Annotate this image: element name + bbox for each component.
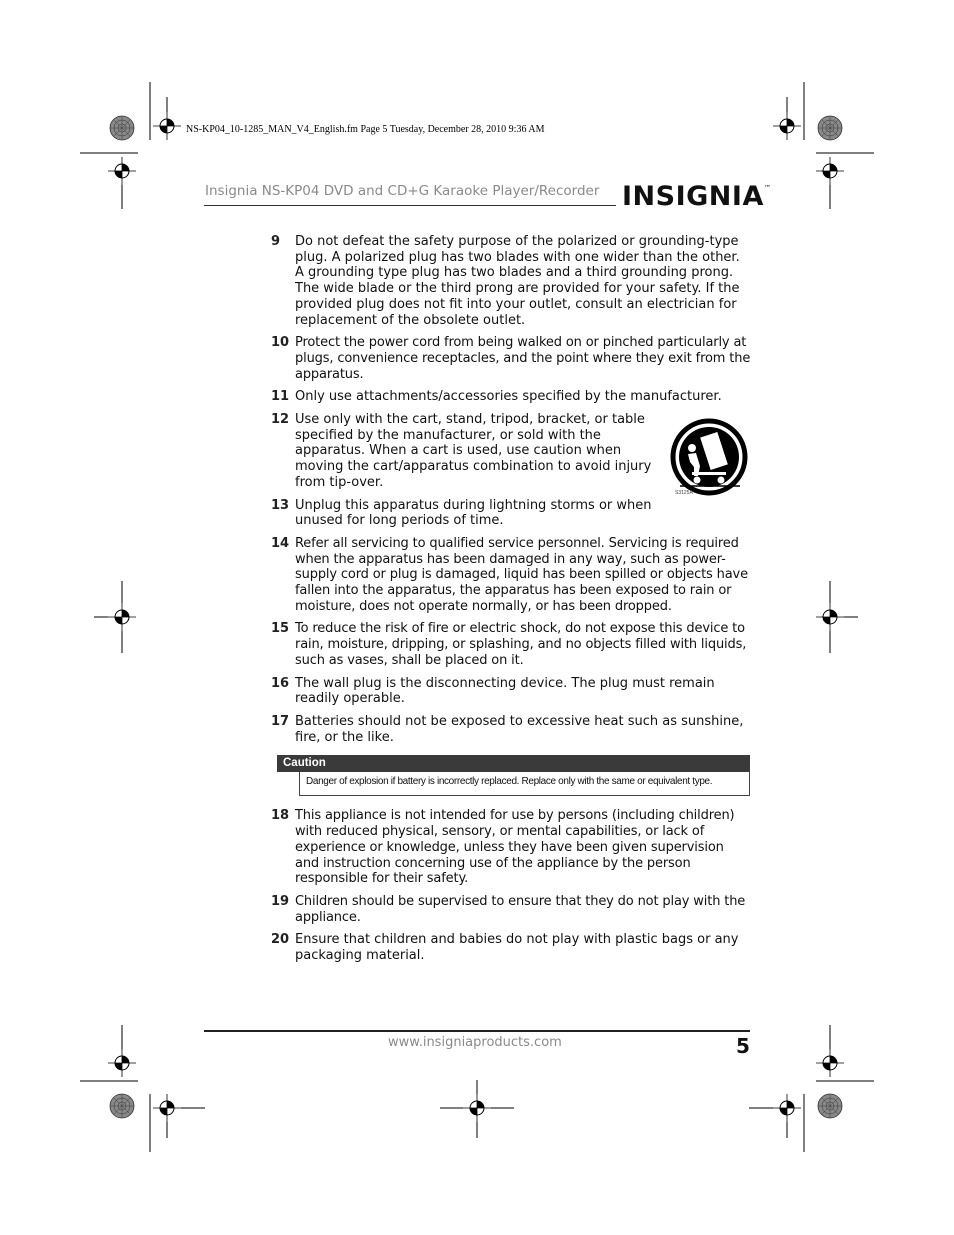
caution-text: Danger of explosion if battery is incorrectly replaced. Replace only with the same or equivalent type. xyxy=(299,772,750,796)
list-item xyxy=(271,621,751,668)
item-number: 14 xyxy=(271,535,290,551)
cart-tip-over-warning-icon xyxy=(670,418,748,496)
item-text: Protect the power cord from being walked on or pinched particularly at plugs, convenience receptacles, and the point where they exit from the apparatus. xyxy=(295,335,751,382)
item-number: 16 xyxy=(271,675,290,691)
list-item xyxy=(271,389,751,405)
item-text: Ensure that children and babies do not play with plastic bags or any packaging material. xyxy=(295,932,739,964)
logo-trademark: ™ xyxy=(763,184,772,192)
list-item xyxy=(271,932,751,963)
item-number: 11 xyxy=(271,389,290,405)
list-item xyxy=(271,894,751,925)
item-number: 20 xyxy=(271,932,290,948)
list-item xyxy=(271,808,751,887)
item-text: Use only with the cart, stand, tripod, bracket, or table specified by the manufacturer, or sold with the apparatus. When a cart is used, use caution when moving the cart/apparatus combination to avoid injury from tip-over. xyxy=(295,412,652,490)
page-number: 5 xyxy=(736,1034,750,1058)
list-item xyxy=(271,234,751,328)
list-item xyxy=(271,714,751,745)
item-text: Only use attachments/accessories specified by the manufacturer. xyxy=(295,389,722,405)
list-item xyxy=(271,335,751,382)
item-text: Batteries should not be exposed to excessive heat such as sunshine, fire, or the like. xyxy=(295,713,744,745)
print-slug: NS-KP04_10-1285_MAN_V4_English.fm Page 5 Tuesday, December 28, 2010 9:36 AM xyxy=(186,124,545,135)
item-number: 12 xyxy=(271,412,290,428)
item-number: 9 xyxy=(271,234,281,249)
insignia-logo xyxy=(622,181,771,212)
item-text: This appliance is not intended for use by persons (including children) with reduced physical, sensory, or mental capabilities, or lack of experience or knowledge, unless they have been given supervision and instruction concerning use of the appliance by the person responsible for their safety. xyxy=(295,808,735,887)
item-text: Children should be supervised to ensure that they do not play with the appliance. xyxy=(295,893,746,925)
footer-url: www.insigniaproducts.com xyxy=(388,1035,562,1050)
item-number: 13 xyxy=(271,497,290,513)
header-rule xyxy=(204,205,616,206)
item-text: Unplug this apparatus during lightning storms or when unused for long periods of time. xyxy=(295,497,652,529)
item-number: 17 xyxy=(271,713,290,729)
item-number: 19 xyxy=(271,893,290,909)
figure-id-label: S3125A xyxy=(675,490,693,496)
item-text: Refer all servicing to qualified service personnel. Servicing is required when the apparatus has been damaged in any way, such as power-supply cord or plug is damaged, liquid has been spilled or objects have fallen into the apparatus, the apparatus has been exposed to rain or moisture, does not operate normally, or has been dropped. xyxy=(295,535,748,614)
item-text: Do not defeat the safety purpose of the polarized or grounding-type plug. A polarized plug has two blades with one wider than the other. A grounding type plug has two blades and a third grounding prong. The wide blade or the third prong are provided for your safety. If the provided plug does not fit into your outlet, consult an electrician for replacement of the obsolete outlet. xyxy=(295,234,740,328)
list-item xyxy=(271,536,751,615)
list-item xyxy=(271,676,751,707)
item-number: 15 xyxy=(271,621,290,637)
logo-text: INSIGNIA xyxy=(622,181,764,212)
item-text: To reduce the risk of fire or electric shock, do not expose this device to rain, moisture, dripping, or splashing, and no objects filled with liquids, such as vases, shall be placed on it. xyxy=(295,621,747,668)
item-text: The wall plug is the disconnecting device. The plug must remain readily operable. xyxy=(295,675,715,707)
header-title: Insignia NS-KP04 DVD and CD+G Karaoke Player/Recorder xyxy=(205,183,600,199)
safety-instructions-list xyxy=(271,234,751,971)
caution-box xyxy=(277,755,750,796)
item-number: 18 xyxy=(271,808,290,824)
item-number: 10 xyxy=(271,335,290,351)
footer-rule xyxy=(204,1030,750,1032)
caution-label: Caution xyxy=(277,755,750,772)
list-item xyxy=(271,498,751,529)
